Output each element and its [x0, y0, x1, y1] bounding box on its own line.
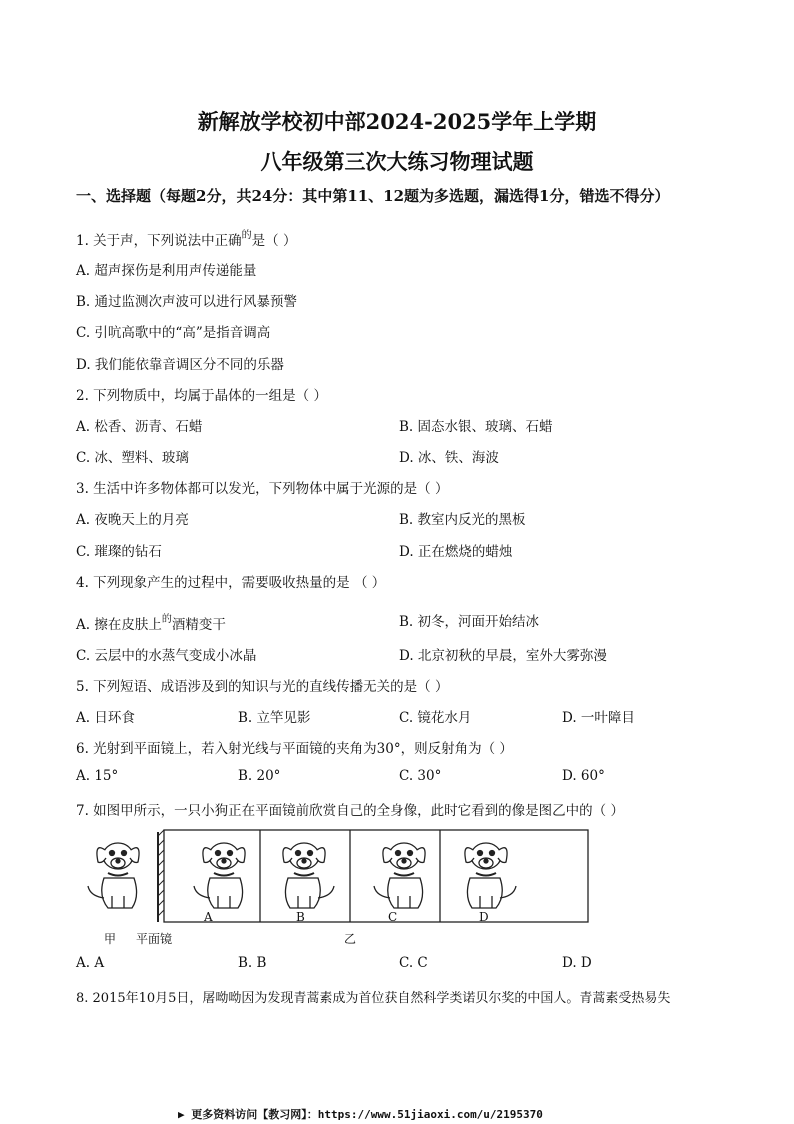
q1-option-a: A. 超声探伤是利用声传递能量 — [76, 263, 257, 279]
fig-label-c: C — [388, 910, 398, 924]
footer-resource-link[interactable]: ▶ 更多资料访问【教习网】：https://www.51jiaoxi.com/u/2195370 — [178, 1108, 543, 1121]
q2-option-d: D. 冰、铁、海波 — [399, 450, 499, 466]
q6-option-a: A. 15° — [76, 768, 119, 784]
q4-option-a: A. 擦在皮肤上$^的$酒精变干 — [76, 614, 226, 633]
q7-option-c: C. C — [399, 955, 428, 971]
q4-option-c: C. 云层中的水蒸气变成小冰晶 — [76, 648, 257, 664]
dog-option-a-icon — [194, 843, 245, 908]
q5-option-a: A. 日环食 — [76, 710, 135, 726]
q1-option-b: B. 通过监测次声波可以进行风暴预警 — [76, 294, 298, 310]
question-2-stem: 2. 下列物质中，均属于晶体的一组是（ ） — [76, 388, 327, 404]
q3-option-a: A. 夜晚天上的月亮 — [76, 512, 189, 528]
q1-option-d: D. 我们能依靠音调区分不同的乐器 — [76, 357, 284, 373]
question-6-stem: 6. 光射到平面镜上，若入射光线与平面镜的夹角为30°，则反射角为（ ） — [76, 741, 513, 757]
q5-option-b: B. 立竿见影 — [238, 710, 311, 726]
q2-option-c: C. 冰、塑料、玻璃 — [76, 450, 189, 466]
dog-option-c-icon — [374, 843, 425, 908]
q2-option-b: B. 固态水银、玻璃、石蜡 — [399, 419, 553, 435]
q5-option-c: C. 镜花水月 — [399, 710, 472, 726]
q7-option-a: A. A — [76, 955, 105, 971]
q3-option-c: C. 璀璨的钻石 — [76, 544, 162, 560]
dog-mirror-diagram — [74, 826, 594, 926]
fig-label-jia: 甲 — [104, 932, 117, 946]
dog-original-icon — [88, 843, 139, 908]
question-4-stem: 4. 下列现象产生的过程中，需要吸收热量的是 （ ） — [76, 575, 386, 591]
q6-option-c: C. 30° — [399, 768, 442, 784]
dog-option-d-icon — [465, 843, 516, 908]
q1-option-c: C. 引吭高歌中的“高”是指音调高 — [76, 325, 271, 341]
q4-option-d: D. 北京初秋的早晨，室外大雾弥漫 — [399, 648, 607, 664]
question-7-stem: 7. 如图甲所示，一只小狗正在平面镜前欣赏自己的全身像，此时它看到的像是图乙中的（ ） — [76, 803, 624, 819]
fig-label-d: D — [479, 910, 489, 924]
question-1-stem: 1. 关于声，下列说法中正确$^的$是（ ） — [76, 230, 297, 249]
question-8-stem: 8. 2015年10月5日，屠呦呦因为发现青蒿素成为首位获自然科学类诺贝尔奖的中国人。青蒿素受热易失 — [76, 991, 671, 1006]
fig-label-yi: 乙 — [344, 932, 357, 946]
section-heading: 一、选择题（每题2分，共24分：其中第11、12题为多选题，漏选得1分，错选不得分） — [76, 187, 670, 205]
q2-option-a: A. 松香、沥青、石蜡 — [76, 419, 203, 435]
fig-label-b: B — [296, 910, 305, 924]
fig-label-a: A — [204, 910, 213, 924]
dog-mirror-figure — [74, 826, 594, 946]
question-5-stem: 5. 下列短语、成语涉及到的知识与光的直线传播无关的是（ ） — [76, 679, 449, 695]
exam-title-line2: 八年级第三次大练习物理试题 — [260, 149, 534, 174]
q3-option-d: D. 正在燃烧的蜡烛 — [399, 544, 513, 560]
exam-title-line1: 新解放学校初中部2024-2025学年上学期 — [197, 109, 597, 134]
q7-option-d: D. D — [562, 955, 592, 971]
q3-option-b: B. 教室内反光的黑板 — [399, 512, 526, 528]
q4-option-b: B. 初冬，河面开始结冰 — [399, 614, 540, 630]
q6-option-b: B. 20° — [238, 768, 281, 784]
q5-option-d: D. 一叶障目 — [562, 710, 635, 726]
fig-label-mirror: 平面镜 — [136, 932, 173, 946]
q7-option-b: B. B — [238, 955, 267, 971]
question-3-stem: 3. 生活中许多物体都可以发光，下列物体中属于光源的是（ ） — [76, 481, 449, 497]
dog-option-b-icon — [283, 843, 334, 908]
q6-option-d: D. 60° — [562, 768, 605, 784]
